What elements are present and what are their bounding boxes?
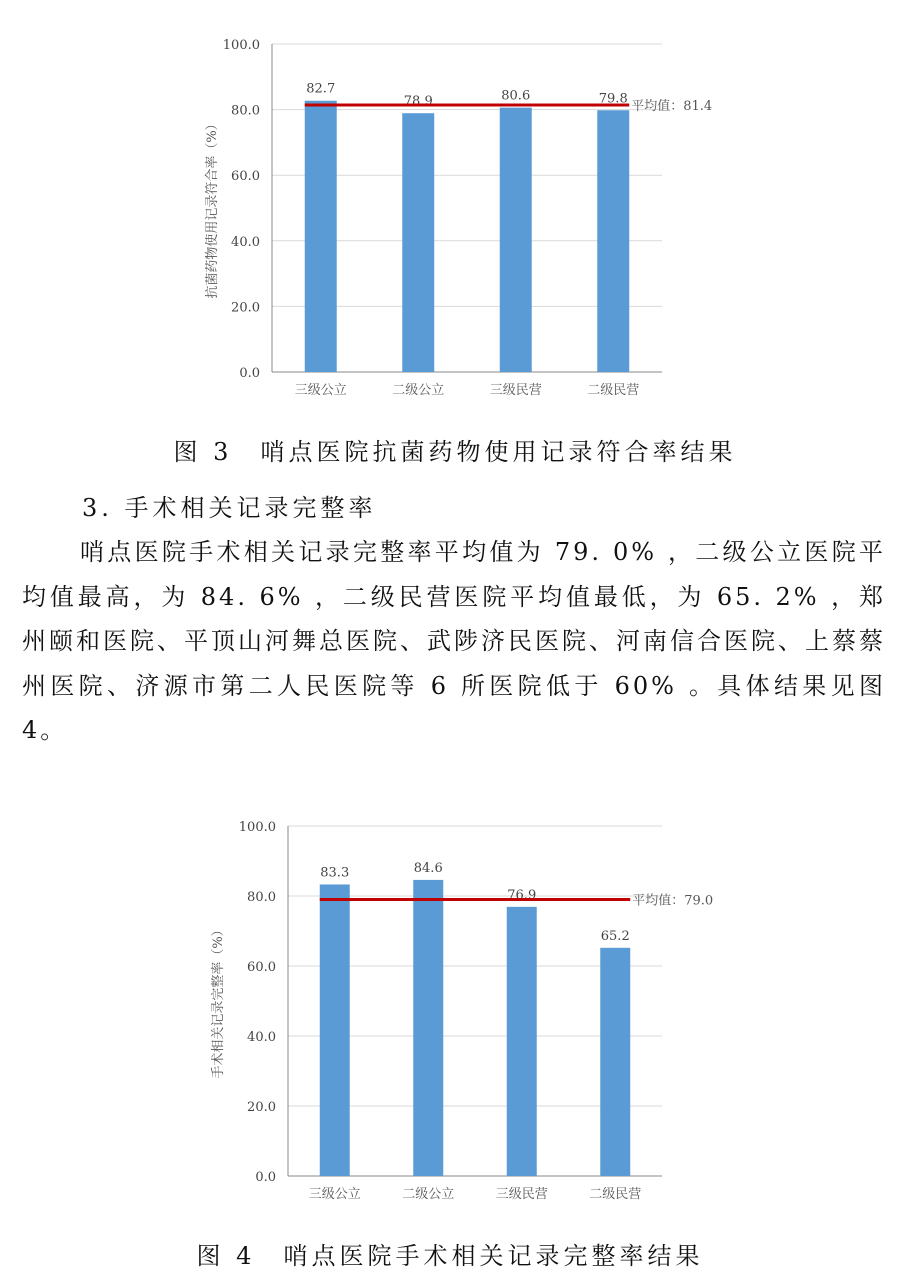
bar <box>597 110 629 372</box>
bar <box>402 113 434 372</box>
x-tick-label: 三级民营 <box>489 383 542 398</box>
x-tick-label: 二级公立 <box>392 383 445 398</box>
x-tick-label: 三级民营 <box>495 1187 548 1202</box>
x-tick-label: 三级公立 <box>308 1187 361 1202</box>
bar-value-label: 76.9 <box>507 887 537 903</box>
y-tick-label: 20.0 <box>247 1100 276 1115</box>
bar-value-label: 82.7 <box>306 81 336 97</box>
bar-value-label: 78.9 <box>403 94 433 110</box>
y-tick-label: 20.0 <box>231 300 260 316</box>
figure-3-chart <box>0 0 900 420</box>
bar <box>500 108 532 372</box>
x-tick-label: 二级民营 <box>589 1187 642 1202</box>
y-axis-label: 抗菌药物使用记录符合率（%） <box>205 117 220 299</box>
bar-value-label: 79.8 <box>598 91 628 107</box>
bar-value-label: 80.6 <box>501 88 531 104</box>
y-tick-label: 80.0 <box>231 103 260 119</box>
bar <box>320 884 350 1176</box>
x-tick-label: 二级民营 <box>587 383 640 398</box>
bar-value-label: 84.6 <box>413 860 443 876</box>
y-axis-label: 手术相关记录完整率（%） <box>211 923 226 1079</box>
section-paragraph: 哨点医院手术相关记录完整率平均值为 79. 0% ，二级公立医院平均值最高，为 84. 6% ，二级民营医院平均值最低，为 65. 2% ，郑州颐和医院、平顶山河舞总医院、武陟济民医院、河南信合医院、上蔡蔡州医院、济源市第二人民医院等 6 所医院低于 60% 。具体结果见图 4。 <box>22 538 886 744</box>
y-tick-label: 0.0 <box>255 1170 276 1185</box>
average-label: 平均值：81.4 <box>631 99 713 115</box>
x-tick-label: 二级公立 <box>402 1187 455 1202</box>
y-tick-label: 80.0 <box>247 890 276 905</box>
y-tick-label: 40.0 <box>231 234 260 250</box>
figure-4-chart <box>0 800 900 1220</box>
y-tick-label: 100.0 <box>238 820 276 835</box>
figure-3-caption: 图 3 哨点医院抗菌药物使用记录符合率结果 <box>173 438 737 466</box>
y-tick-label: 100.0 <box>222 38 260 53</box>
bar <box>305 101 337 372</box>
y-tick-label: 60.0 <box>231 169 260 185</box>
y-tick-label: 40.0 <box>247 1030 276 1045</box>
bar-value-label: 83.3 <box>320 865 350 881</box>
x-tick-label: 三级公立 <box>294 383 347 398</box>
figure-4-caption: 图 4 哨点医院手术相关记录完整率结果 <box>196 1242 704 1270</box>
bar-value-label: 65.2 <box>600 928 630 944</box>
section-heading: 3. 手术相关记录完整率 <box>82 494 377 522</box>
average-label: 平均值：79.0 <box>632 893 714 909</box>
bar <box>600 948 630 1176</box>
bar <box>507 907 537 1176</box>
y-tick-label: 0.0 <box>239 366 260 381</box>
bar <box>413 880 443 1176</box>
y-tick-label: 60.0 <box>247 960 276 975</box>
